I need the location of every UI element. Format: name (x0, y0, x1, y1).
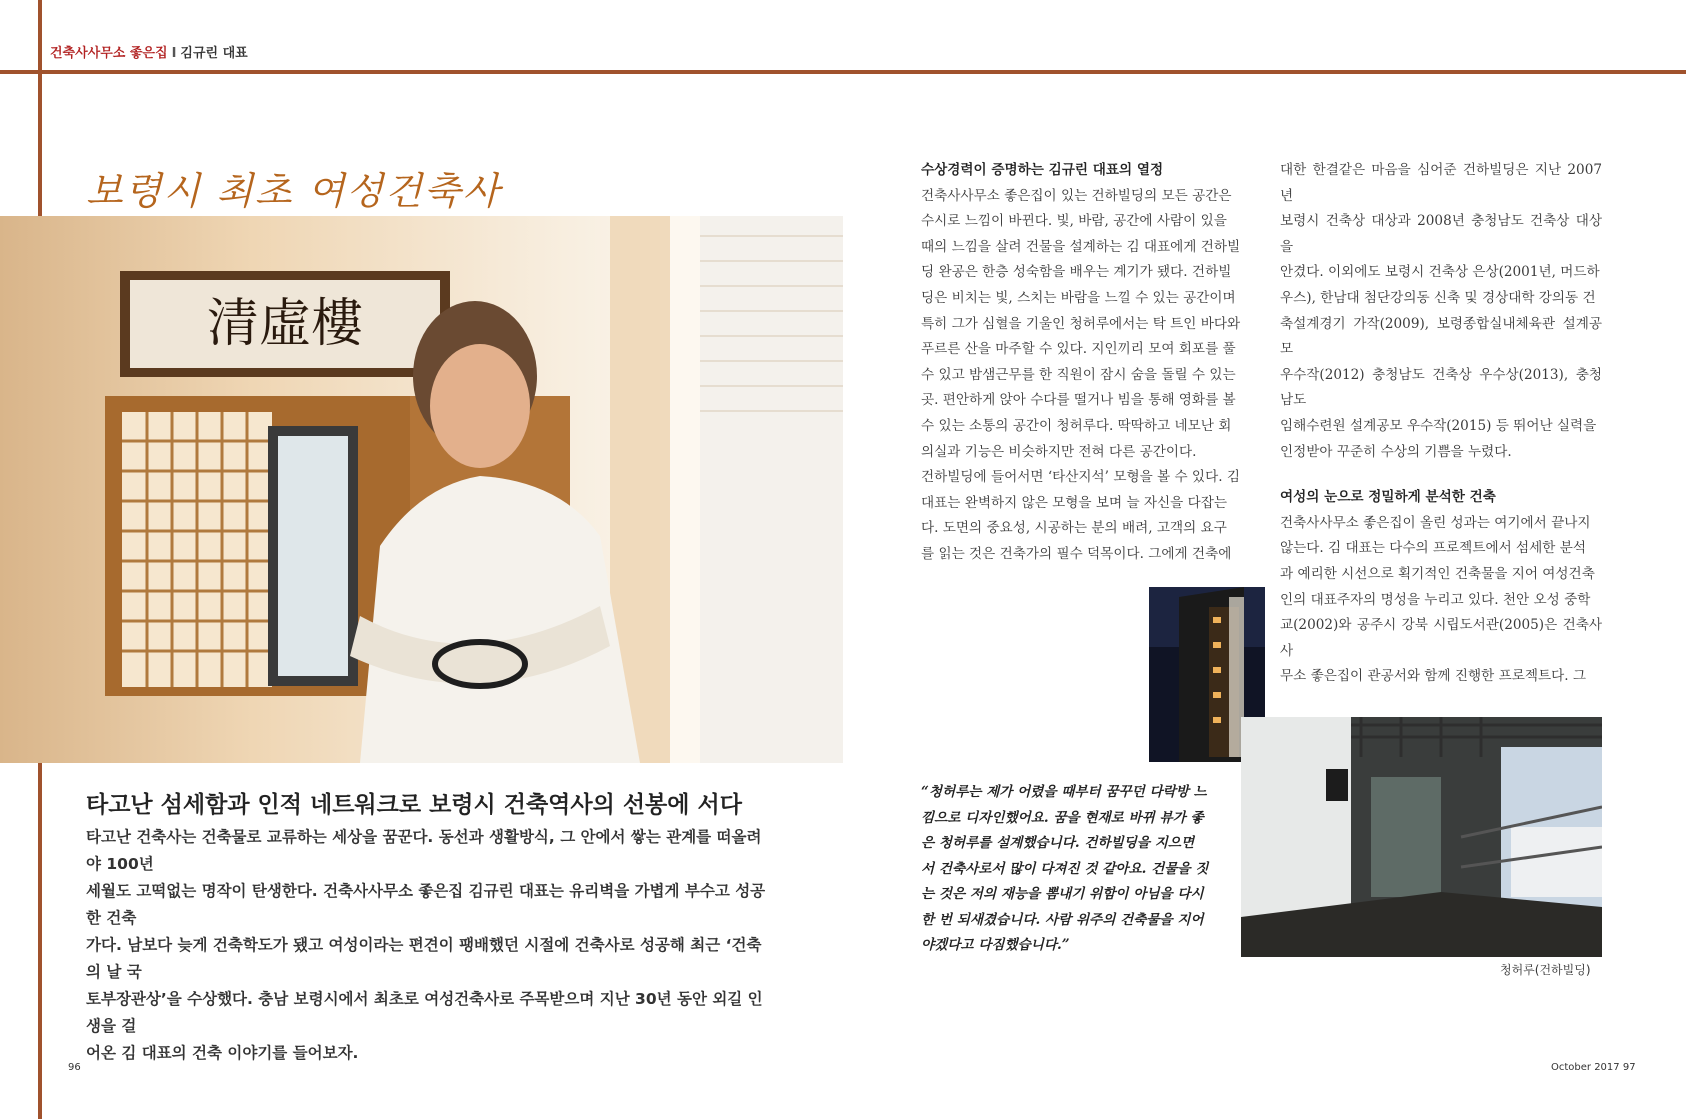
body-column-1 (921, 158, 1243, 568)
page-number-left: 96 (68, 1062, 81, 1073)
header-brand: 건축사사무소 좋은집 (50, 46, 168, 61)
body-line: 를 읽는 것은 건축가의 필수 덕목이다. 그에게 건축에 (921, 545, 1232, 562)
body-line: 우스), 한남대 첨단강의동 신축 및 경상대학 강의동 건 (1280, 289, 1596, 306)
body-line: 다. 도면의 중요성, 시공하는 분의 배려, 고객의 요구 (921, 520, 1227, 537)
body-line: 축설계경기 가작(2009), 보령종합실내체육관 설계공모 (1280, 315, 1602, 358)
quote-line: 은 청허루를 설계했습니다. 건하빌딩을 지으면 (921, 835, 1195, 851)
quote-line: 서 건축사로서 많이 다져진 것 같아요. 건물을 짓 (921, 860, 1209, 877)
page-title: 보령시 최초 여성건축사 (86, 169, 502, 213)
body-line: 우수작(2012) 충청남도 건축상 우수상(2013), 충청남도 (1280, 366, 1602, 409)
portrait-illustration (0, 216, 843, 763)
body-column-2 (1280, 158, 1602, 690)
body-line: 딩 완공은 한층 성숙함을 배우는 계기가 됐다. 건하빌 (921, 264, 1232, 281)
pull-quote (921, 780, 1209, 959)
body-line: 않는다. 김 대표는 다수의 프로젝트에서 섬세한 분석 (1280, 540, 1587, 557)
running-header (50, 42, 248, 61)
header-person: 김규린 대표 (180, 46, 248, 61)
top-horizontal-rule (0, 70, 1686, 74)
body-line: 과 예리한 시선으로 획기적인 건축물을 지어 여성건축 (1280, 565, 1595, 582)
portrait-photo (0, 216, 843, 763)
body-line: 딩은 비치는 빛, 스치는 바람을 느낄 수 있는 공간이며 (921, 289, 1236, 306)
header-separator: I (171, 46, 177, 61)
lead-line: 가다. 남보다 늦게 건축학도가 됐고 여성이라는 편견이 팽배했던 시절에 건축사로 성공해 최근 ‘건축의 날 국 (86, 936, 762, 981)
section-heading-analysis: 여성의 눈으로 정밀하게 분석한 건축 (1280, 489, 1496, 506)
body-line: 교(2002)와 공주시 강북 시립도서관(2005)은 건축사사 (1280, 617, 1602, 659)
body-line: 안겼다. 이외에도 보령시 건축상 은상(2001년, 머드하 (1280, 264, 1600, 281)
body-line: 의실과 기능은 비슷하지만 전혀 다른 공간이다. (921, 443, 1197, 460)
quote-line: “청허루는 제가 어렸을 때부터 꿈꾸던 다락방 느 (921, 784, 1207, 800)
body-line: 인정받아 꾸준히 수상의 기쁨을 누렸다. (1280, 443, 1512, 460)
body-line: 대한 한결같은 마음을 심어준 건하빌딩은 지난 2007년 (1280, 162, 1602, 204)
article-subtitle: 타고난 섬세함과 인적 네트워크로 보령시 건축역사의 선봉에 서다 (86, 792, 742, 818)
calligraphy-text: 清虛樓 (206, 294, 364, 354)
lead-line: 어온 김 대표의 건축 이야기를 들어보자. (86, 1044, 359, 1062)
body-line: 건축사사무소 좋은집이 있는 건하빌딩의 모든 공간은 (921, 187, 1232, 204)
lead-paragraph (86, 824, 776, 1067)
quote-line: 야겠다고 다짐했습니다.” (921, 937, 1070, 953)
body-line: 수 있고 밤샘근무를 한 직원이 잠시 숨을 돌릴 수 있는 (921, 366, 1236, 383)
body-line: 보령시 건축상 대상과 2008년 충청남도 건축상 대상을 (1280, 213, 1602, 255)
body-line: 곳. 편안하게 앉아 수다를 떨거나 빔을 통해 영화를 볼 (921, 392, 1236, 409)
page-number-right: October 2017 97 (1551, 1062, 1636, 1073)
section-heading-awards: 수상경력이 증명하는 김규린 대표의 열정 (921, 162, 1164, 178)
quote-line: 는 것은 저의 재능을 뽐내기 위함이 아님을 다시 (921, 886, 1204, 902)
lead-line: 세월도 고떡없는 명작이 탄생한다. 건축사사무소 좋은집 김규린 대표는 유리벽을 가볍게 부수고 성공한 건축 (86, 882, 766, 927)
lead-line: 토부장관상’을 수상했다. 충남 보령시에서 최초로 여성건축사로 주목받으며 지난 30년 동안 외길 인생을 걸 (86, 990, 763, 1035)
body-line: 수시로 느낌이 바뀐다. 빛, 바람, 공간에 사람이 있을 (921, 213, 1227, 230)
body-line: 임해수련원 설계공모 우수작(2015) 등 뛰어난 실력을 (1280, 417, 1597, 434)
body-line: 때의 느낌을 살려 건물을 설계하는 김 대표에게 건하빌 (921, 238, 1241, 255)
body-line: 건축사사무소 좋은집이 올린 성과는 여기에서 끝나지 (1280, 514, 1591, 531)
body-line: 대표는 완벽하지 않은 모형을 보며 늘 자신을 다잡는 (921, 494, 1228, 511)
body-line: 무소 좋은집이 관공서와 함께 진행한 프로젝트다. 그 (1280, 668, 1587, 685)
body-line: 특히 그가 심혈을 기울인 청허루에서는 탁 트인 바다와 (921, 315, 1241, 332)
rooftop-terrace-photo (1241, 717, 1602, 957)
body-line: 푸르른 산을 마주할 수 있다. 지인끼리 모여 회포를 풀 (921, 341, 1236, 358)
quote-line: 낌으로 디자인했어요. 꿈을 현재로 바뀌 뷰가 좋 (921, 809, 1204, 826)
photo-caption: 청허루(건하빌딩) (1500, 963, 1591, 977)
body-line: 건하빌딩에 들어서면 ‘타산지석’ 모형을 볼 수 있다. 김 (921, 469, 1240, 486)
lead-line: 타고난 건축사는 건축물로 교류하는 세상을 꿈꾼다. 동선과 생활방식, 그 안에서 쌓는 관계를 떠올려야 100년 (86, 828, 762, 873)
body-line: 수 있는 소통의 공간이 청허루다. 딱딱하고 네모난 회 (921, 417, 1232, 434)
quote-line: 한 번 되새겼습니다. 사람 위주의 건축물을 지어 (921, 911, 1204, 928)
paragraph-gap (1280, 465, 1602, 485)
body-line: 인의 대표주자의 명성을 누리고 있다. 천안 오성 중학 (1280, 591, 1591, 608)
